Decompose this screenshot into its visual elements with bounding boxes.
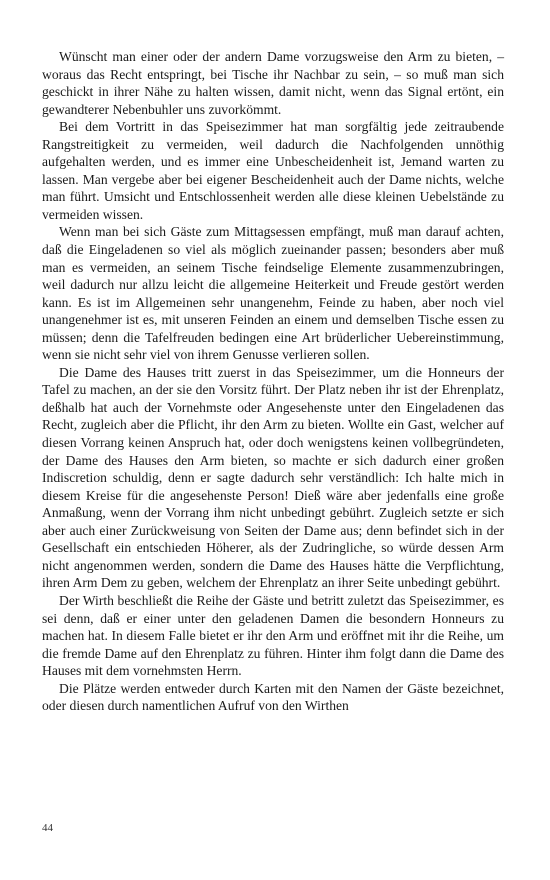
paragraph: Die Plätze werden entweder durch Karten mit den Namen der Gäste bezeichnet, oder diesen durch namentlichen Aufruf von den Wirthen — [42, 680, 504, 714]
body-text — [42, 48, 504, 715]
paragraph: Die Dame des Hauses tritt zuerst in das Speisezimmer, um die Honneurs der Tafel zu machen, an der sie den Vorsitz führt. Der Platz neben ihr ist der Ehrenplatz, deßhalb hat auch der Vornehmste oder Angesehenste unter den Eingeladenen das Recht, zugleich aber die Pflicht, ihr den Arm zu bieten. Wollte ein Gast, welcher auf diesen Vorrang keinen Anspruch hat, oder doch wenigstens keinen vollbegründeten, der Dame des Hauses den Arm bieten, so machte er sich dadurch einer großen Indiscretion schuldig, denn er sagte dadurch sehr verständlich: Ich halte mich in diesem Kreise für die angesehenste Person! Dieß wäre aber jedenfalls eine große Anmaßung, wenn der Vorrang ihm nicht unbedingt gebührt. Zugleich setzte er sich aber auch einer Zurückweisung von Seiten der Dame aus; denn befindet sich in der Gesellschaft ein entschieden Höherer, als der Zudringliche, so würde dessen Arm nicht angenommen werden, sondern die Dame des Hauses hätte die Verpflichtung, ihren Arm Dem zu geben, welchem der Ehrenplatz an ihrer Seite unbedingt gebührt. — [42, 364, 504, 591]
paragraph: Wünscht man einer oder der andern Dame vorzugsweise den Arm zu bieten, – woraus das Recht entspringt, bei Tische ihr Nachbar zu sein, – so muß man sich geschickt in ihrer Nähe zu halten wissen, damit nicht, wenn das Signal ertönt, ein gewandterer Nebenbuhler uns zuvorkömmt. — [42, 49, 504, 117]
paragraph: Der Wirth beschließt die Reihe der Gäste und betritt zuletzt das Speisezimmer, es sei denn, daß er einer unter den geladenen Damen die besondern Honneurs zu machen hat. In diesem Falle bietet er ihr den Arm und eröffnet mit ihr die Reihe, um die fremde Dame auf den Ehrenplatz zu führen. Hinter ihm folgt dann die Dame des Hauses mit dem vornehmsten Herrn. — [42, 592, 504, 679]
paragraph: Wenn man bei sich Gäste zum Mittagsessen empfängt, muß man darauf achten, daß die Eingeladenen so viel als möglich zueinander passen; besonders aber muß man es vermeiden, an seinem Tische feindselige Elemente zusammenzubringen, weil dadurch nur allzu leicht die allgemeine Heiterkeit und Freude gestört werden kann. Es ist im Allgemeinen sehr unangenehm, Feinde zu haben, aber noch viel unangenehmer ist es, mit unseren Feinden an einem und demselben Tische essen zu müssen; denn die Tafelfreuden bedingen eine Art brüderlicher Uebereinstimmung, wenn sie nicht sehr viel von ihrem Genusse verlieren sollen. — [42, 224, 504, 363]
page-number: 44 — [42, 822, 53, 834]
book-page — [42, 0, 504, 880]
paragraph: Bei dem Vortritt in das Speisezimmer hat man sorgfältig jede zeitraubende Rangstreitigkeit zu vermeiden, weil dadurch die Nachfolgenden unnöthig aufgehalten werden, und es immer eine Unbescheidenheit ist, Jemand warten zu lassen. Man vergebe aber bei eigener Bescheidenheit auch der Dame nichts, welche man führt. Umsicht und Entschlossenheit werden alle diese kleinen Uebelstände zu vermeiden wissen. — [42, 119, 504, 222]
